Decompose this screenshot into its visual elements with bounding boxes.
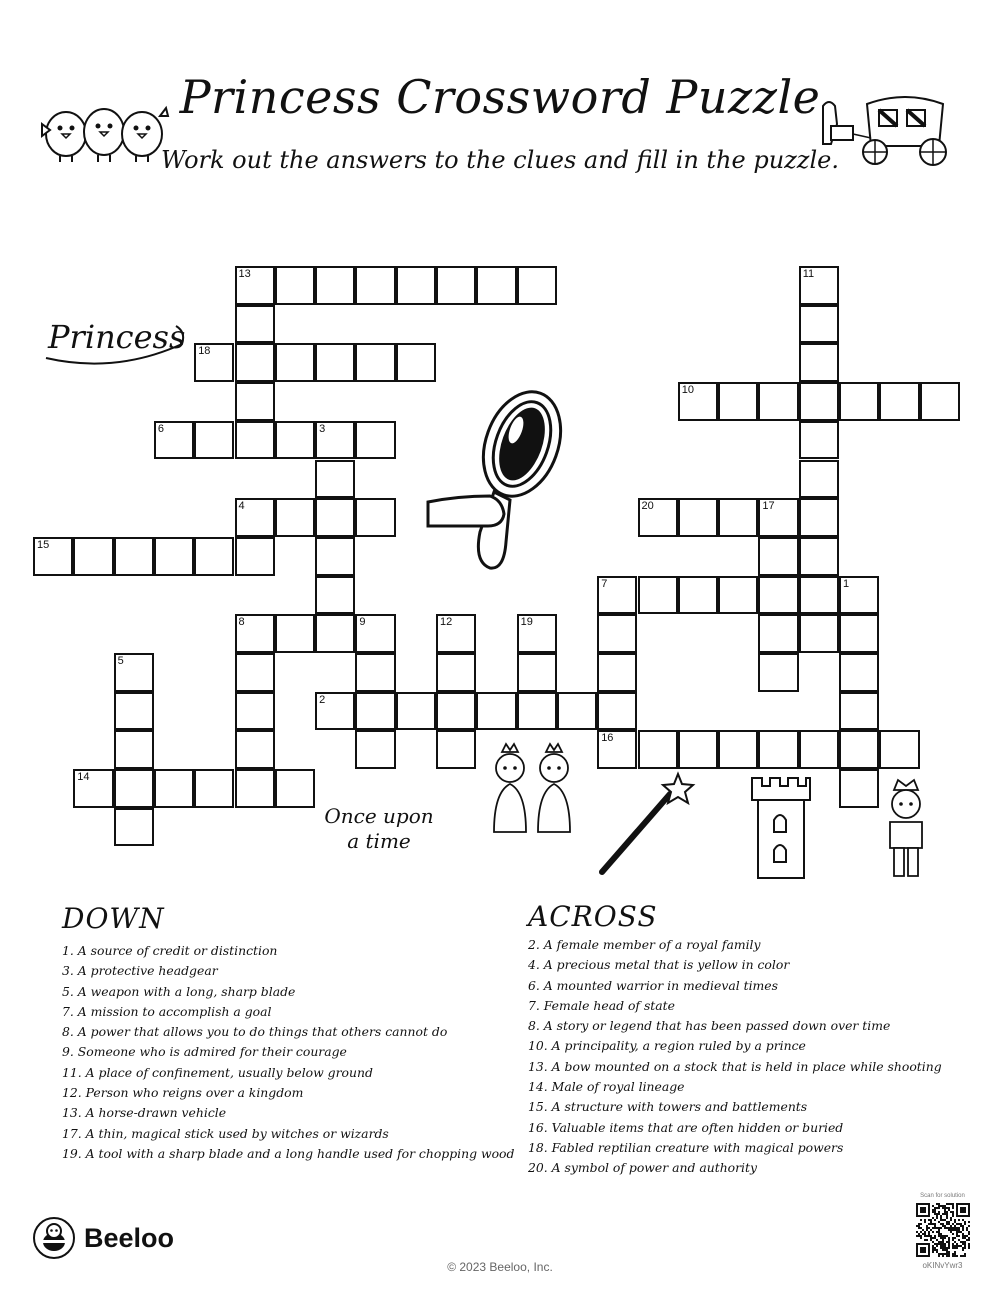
crossword-cell[interactable] <box>799 343 839 382</box>
crossword-cell[interactable] <box>235 653 275 692</box>
clue-number-19: 19 <box>520 616 533 629</box>
crossword-cell[interactable] <box>920 382 960 421</box>
crossword-cell[interactable] <box>235 382 275 421</box>
crossword-cell[interactable] <box>638 730 678 769</box>
crossword-cell[interactable] <box>758 730 798 769</box>
crossword-cell[interactable] <box>315 614 355 653</box>
crossword-cell[interactable] <box>799 498 839 537</box>
crossword-cell[interactable] <box>476 692 516 731</box>
crossword-cell[interactable] <box>73 537 113 576</box>
down-heading: DOWN <box>62 902 165 935</box>
copyright: © 2023 Beeloo, Inc. <box>447 1260 553 1274</box>
crossword-cell[interactable] <box>114 808 154 847</box>
once-upon-text <box>320 804 438 854</box>
crossword-cell[interactable] <box>678 498 718 537</box>
clue-number-9: 9 <box>359 616 366 629</box>
crossword-cell[interactable] <box>879 382 919 421</box>
qr-label: Scan for solution <box>920 1193 965 1199</box>
clue-number-8: 8 <box>238 616 245 629</box>
crossword-cell[interactable] <box>355 498 395 537</box>
clue-across-4: 4. A precious metal that is yellow in color <box>528 957 790 973</box>
clue-number-15: 15 <box>37 538 50 551</box>
clue-down-11: 11. A place of confinement, usually below ground <box>62 1064 373 1080</box>
page-title: Princess Crossword Puzzle <box>179 70 821 124</box>
princesses-illustration <box>484 738 588 836</box>
qr-code-text: oKINvYwr3 <box>922 1261 963 1270</box>
crossword-cell[interactable] <box>839 382 879 421</box>
crossword-cell[interactable] <box>355 266 395 305</box>
crossword-cell[interactable] <box>678 576 718 615</box>
clue-number-4: 4 <box>238 500 245 513</box>
page-subtitle: Work out the answers to the clues and fill in the puzzle. <box>161 146 839 174</box>
clue-down-8: 8. A power that allows you to do things that others cannot do <box>62 1024 448 1040</box>
clue-down-1: 1. A source of credit or distinction <box>62 943 278 958</box>
crossword-cell[interactable] <box>235 305 275 344</box>
clue-number-12: 12 <box>440 616 453 629</box>
crossword-cell[interactable] <box>275 421 315 460</box>
clue-number-16: 16 <box>601 732 614 745</box>
crossword-cell[interactable] <box>758 576 798 615</box>
crossword-cell[interactable] <box>235 730 275 769</box>
crossword-cell[interactable] <box>315 460 355 499</box>
crossword-cell[interactable] <box>718 576 758 615</box>
clue-down-3: 3. A protective headgear <box>62 963 218 979</box>
crossword-cell[interactable] <box>275 769 315 808</box>
crossword-cell[interactable] <box>839 769 879 808</box>
clue-number-5: 5 <box>117 655 124 667</box>
clue-number-17: 17 <box>762 500 775 513</box>
clue-down-13: 13. A horse-drawn vehicle <box>62 1105 227 1121</box>
crossword-cell[interactable] <box>235 537 275 576</box>
crossword-cell[interactable] <box>315 537 355 576</box>
clue-down-5: 5. A weapon with a long, sharp blade <box>62 983 296 999</box>
crossword-cell[interactable] <box>235 421 275 460</box>
crossword-cell[interactable] <box>114 537 154 576</box>
crossword-cell[interactable] <box>718 498 758 537</box>
crossword-cell[interactable] <box>355 730 395 769</box>
crossword-cell[interactable] <box>476 266 516 305</box>
prince-illustration <box>876 776 936 880</box>
crossword-cell[interactable] <box>678 730 718 769</box>
beeloo-brand <box>32 1216 174 1260</box>
clue-across-18: 18. Fabled reptilian creature with magical powers <box>528 1139 844 1155</box>
clue-down-9: 9. Someone who is admired for their courage <box>62 1044 347 1060</box>
clue-number-14: 14 <box>77 771 90 784</box>
crossword-cell[interactable] <box>799 614 839 653</box>
crossword-cell[interactable] <box>799 382 839 421</box>
clue-number-7: 7 <box>601 577 608 590</box>
crossword-cell[interactable] <box>436 730 476 769</box>
crossword-cell[interactable] <box>799 305 839 344</box>
crossword-cell[interactable] <box>235 769 275 808</box>
crossword-cell[interactable] <box>396 266 436 305</box>
clue-across-16: 16. Valuable items that are often hidden or buried <box>528 1119 844 1135</box>
down-clue-list <box>62 941 514 1164</box>
once-upon-line1: Once upon <box>324 804 434 828</box>
crossword-cell[interactable] <box>315 266 355 305</box>
crossword-cell[interactable] <box>114 730 154 769</box>
crossword-cell[interactable] <box>154 537 194 576</box>
crossword-cell[interactable] <box>799 576 839 615</box>
crossword-cell[interactable] <box>396 692 436 731</box>
clue-across-13: 13. A bow mounted on a stock that is held in place while shooting <box>528 1058 942 1074</box>
crossword-cell[interactable] <box>436 653 476 692</box>
clue-down-19: 19. A tool with a sharp blade and a long handle used for chopping wood <box>62 1145 515 1161</box>
clue-number-18: 18 <box>198 345 211 358</box>
crossword-cell[interactable] <box>839 614 879 653</box>
crossword-cell[interactable] <box>194 769 234 808</box>
once-upon-line2: a time <box>347 829 411 853</box>
crossword-cell[interactable] <box>799 421 839 460</box>
clue-across-20: 20. A symbol of power and authority <box>528 1160 757 1176</box>
clue-number-11: 11 <box>802 268 815 280</box>
crossword-cell[interactable] <box>315 576 355 615</box>
crossword-cell[interactable] <box>235 692 275 731</box>
clue-across-8: 8. A story or legend that has been passed down over time <box>528 1018 891 1034</box>
crossword-cell[interactable] <box>436 266 476 305</box>
tower-illustration <box>750 776 812 880</box>
crossword-cell[interactable] <box>355 421 395 460</box>
crossword-cell[interactable] <box>597 692 637 731</box>
clue-across-7: 7. Female head of state <box>528 997 675 1013</box>
crossword-cell[interactable] <box>275 266 315 305</box>
crossword-cell[interactable] <box>154 769 194 808</box>
bee-logo-icon <box>32 1216 76 1260</box>
crossword-cell[interactable] <box>275 498 315 537</box>
clue-number-20: 20 <box>641 500 654 513</box>
crossword-cell[interactable] <box>114 769 154 808</box>
crossword-cell[interactable] <box>355 653 395 692</box>
crossword-cell[interactable] <box>275 614 315 653</box>
crossword-cell[interactable] <box>194 537 234 576</box>
crossword-cell[interactable] <box>799 460 839 499</box>
clue-number-6: 6 <box>157 422 165 435</box>
clue-across-14: 14. Male of royal lineage <box>528 1079 685 1095</box>
crossword-cell[interactable] <box>114 692 154 731</box>
crossword-cell[interactable] <box>275 343 315 382</box>
clue-across-15: 15. A structure with towers and battlements <box>528 1099 808 1115</box>
crossword-cell[interactable] <box>758 614 798 653</box>
clue-down-12: 12. Person who reigns over a kingdom <box>62 1085 304 1101</box>
crossword-cell[interactable] <box>597 653 637 692</box>
clue-across-2: 2. A female member of a royal family <box>528 937 761 952</box>
crossword-cell[interactable] <box>396 343 436 382</box>
crossword-cell[interactable] <box>517 692 557 731</box>
crossword-cell[interactable] <box>557 692 597 731</box>
crossword-cell[interactable] <box>597 614 637 653</box>
crossword-cell[interactable] <box>758 653 798 692</box>
down-clues <box>62 902 514 1164</box>
across-clues <box>528 900 942 1179</box>
clue-number-1: 1 <box>843 577 850 590</box>
crossword-cell[interactable] <box>517 653 557 692</box>
crossword-cell[interactable] <box>879 730 919 769</box>
across-clue-list <box>528 935 942 1179</box>
crossword-cell[interactable] <box>799 730 839 769</box>
clue-down-7: 7. A mission to accomplish a goal <box>62 1003 272 1019</box>
crossword-cell[interactable] <box>758 382 798 421</box>
crossword-cell[interactable] <box>839 653 879 692</box>
clue-across-6: 6. A mounted warrior in medieval times <box>528 977 778 993</box>
clue-number-13: 13 <box>238 268 251 280</box>
crossword-cell[interactable] <box>315 498 355 537</box>
crossword-cell[interactable] <box>194 421 234 460</box>
crossword-cell[interactable] <box>718 730 758 769</box>
crossword-cell[interactable] <box>839 730 879 769</box>
clue-number-3: 3 <box>319 422 326 435</box>
crossword-cell[interactable] <box>758 537 798 576</box>
brand-name: Beeloo <box>84 1222 175 1253</box>
crossword-cell[interactable] <box>315 343 355 382</box>
across-heading: ACROSS <box>528 900 658 933</box>
crossword-cell[interactable] <box>718 382 758 421</box>
crossword-cell[interactable] <box>799 537 839 576</box>
clue-across-10: 10. A principality, a region ruled by a prince <box>528 1038 806 1054</box>
crossword-cell[interactable] <box>355 692 395 731</box>
crossword-cell[interactable] <box>638 576 678 615</box>
qr-code-icon[interactable] <box>916 1203 970 1257</box>
crossword-cell[interactable] <box>355 343 395 382</box>
crossword-cell[interactable] <box>235 343 275 382</box>
crossword-cell[interactable] <box>436 692 476 731</box>
crossword-cell[interactable] <box>517 266 557 305</box>
clue-number-2: 2 <box>319 693 326 706</box>
princess-banner: Princess <box>48 318 186 356</box>
crossword-cell[interactable] <box>839 692 879 731</box>
clue-number-10: 10 <box>681 384 695 397</box>
clue-down-17: 17. A thin, magical stick used by witches or wizards <box>62 1125 389 1141</box>
wand-illustration <box>596 770 696 878</box>
